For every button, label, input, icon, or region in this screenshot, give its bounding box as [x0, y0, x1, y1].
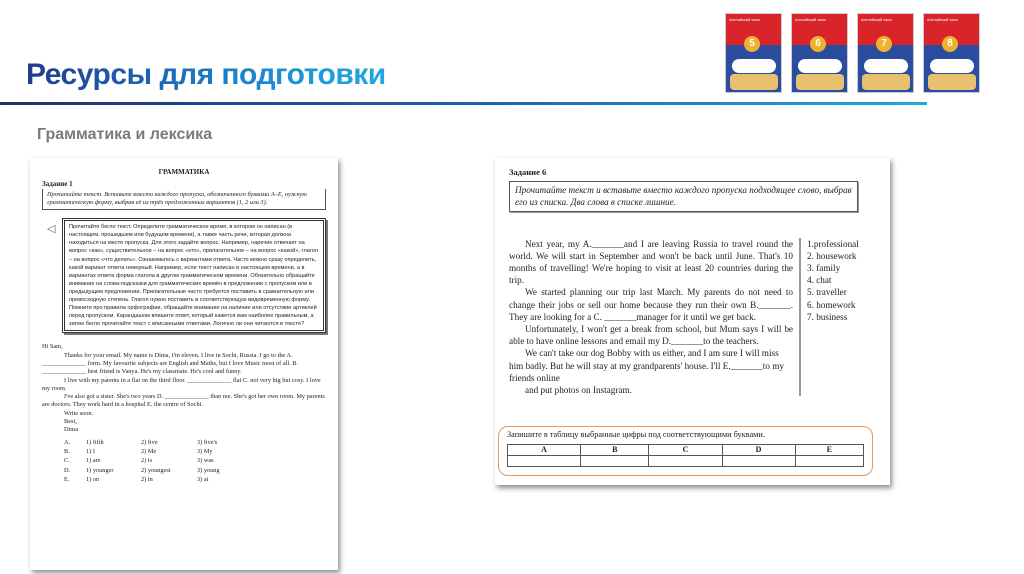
option-item: 3) young	[197, 466, 220, 474]
option-item: 3) five's	[197, 438, 218, 446]
option-item: 1) fifth	[86, 438, 104, 446]
option-letter: E.	[64, 475, 70, 483]
grammar-worksheet	[30, 158, 338, 570]
answer-header: B	[581, 445, 649, 456]
answer-table	[507, 444, 864, 467]
cloud-image	[798, 59, 842, 73]
book-cover	[725, 13, 782, 93]
word-list-item: 2. housework	[807, 250, 857, 261]
book-title: Английский язык	[861, 17, 893, 22]
cloud-image	[732, 59, 776, 73]
task-instruction: Прочитайте текст и вставьте вместо каждого пропуска подходящее слово, выбрав его из списка. Два слова в списке лишние.	[509, 181, 858, 211]
letter-paragraph: Thanks for your email. My name is Dima, I'm eleven. I live in Sochi, Russia. I go to the A. ______________ form. My favourite subjects are English and Maths, but I love Music most of all. B. ______________ best friend is Vanya. He's my classmate. He's cool and funny.	[42, 351, 299, 376]
task-text	[509, 238, 801, 397]
letter-closing: Best,	[64, 418, 77, 426]
option-item: 1) I	[86, 447, 95, 455]
option-letter: C.	[64, 457, 70, 465]
letter-paragraph: I've also got a sister. She's two years D. ______________ than me. She's got her own room. My parents are doctors. They work hard in a hospital E. the centre of Sochi.	[42, 393, 325, 409]
word-list-item: 5. traveller	[807, 287, 847, 298]
vocabulary-worksheet	[495, 158, 890, 485]
answer-header: A	[508, 445, 581, 456]
book-cover	[923, 13, 980, 93]
letter-greeting: Hi Sam,	[42, 343, 63, 351]
answer-options	[42, 439, 326, 484]
grade-badge: 6	[810, 36, 826, 52]
option-item: 2) five	[141, 438, 158, 446]
option-item: 2) in	[141, 475, 153, 483]
word-list-item: 3. family	[807, 263, 841, 274]
grade-badge: 5	[744, 36, 760, 52]
grade-badge: 7	[876, 36, 892, 52]
cloud-image	[930, 59, 974, 73]
word-list-item: 1.professional	[807, 238, 859, 249]
tip-text: Прочитайте бегло текст. Определите грамматическое время, в котором он написан (в настоящем, прошедшем или будущем времени), а также часть речи, которая должна находиться на месте пропуска. Для этого задайте вопрос. Например, наречие отвечает на вопрос «как», существительное – на вопрос «кто», прилагательное – на вопрос «какой», глагол – на вопрос «что делать». Ознакомьтесь с вариантами ответа. Часто можно сразу определить, какой вариант ответа неверный. Например, если текст написан в настоящем времени, а в вариантах ответа форма глагола в другом грамматическом времени. Обязательно обращайте внимание на слова-подсказки для грамматических времён в предложении с пропуском или в предыдущем предложении. Прилагательные часто требуется поставить в сравнительную или превосходную степень. Глагол нужно поставить в соответствующую видовременную форму. Помните про правила орфографии, обращайте внимание на наличие или отсутствие артиклей перед пропуском. Карандашом впишите ответ, который кажется вам наиболее правильным, а затем бегло прочитайте текст с вписанными ответами. Логично ли они читаются в тексте?	[69, 224, 319, 328]
slide-title: Ресурсы для подготовки	[26, 58, 386, 91]
answer-cell[interactable]	[795, 456, 863, 467]
word-list-item: 7. business	[807, 311, 848, 322]
word-list	[801, 238, 859, 397]
answer-cell[interactable]	[722, 456, 795, 467]
worksheet-heading: ГРАММАТИКА	[158, 168, 210, 176]
option-letter: B.	[64, 447, 70, 455]
word-list-item: 6. homework	[807, 299, 856, 310]
option-item: 2) youngest	[141, 466, 171, 474]
text-paragraph: Unfortunately, I won't get a break from school, but Mum says I will be able to have online lessons and email my D._______to the teachers.	[509, 324, 793, 347]
answer-cell[interactable]	[508, 456, 581, 467]
answer-cell[interactable]	[581, 456, 649, 467]
task-instruction: Прочитайте текст. Вставьте вместо каждого пропуска, обозначенного буквами A–E, нужную грамматическую форму, выбрав её из трёх предложенных вариантов (1, 2 или 3).	[42, 189, 326, 211]
text-paragraph: Next year, my A._______and I are leaving Russia to travel round the world. We will start in September and won't be back until June. That's 10 months of travelling! We're hoping to visit at least 20 countries during the trip.	[509, 238, 793, 286]
cloud-image	[864, 59, 908, 73]
answer-header: C	[649, 445, 722, 456]
answer-header: D	[722, 445, 795, 456]
bell-icon: ◁	[47, 223, 56, 236]
letter-signature: Dima	[64, 426, 78, 434]
word-list-item: 4. chat	[807, 275, 832, 286]
letter-closing: Write soon.	[64, 409, 94, 417]
answer-cell[interactable]	[649, 456, 722, 467]
option-item: 2) Me	[141, 447, 157, 455]
grade-badge: 8	[942, 36, 958, 52]
book-title: Английский язык	[927, 17, 959, 22]
letter	[42, 343, 326, 434]
kids-image	[862, 74, 910, 90]
text-paragraph: We can't take our dog Bobby with us either, and I am sure I will miss him badly. But he will stay at my grandparents' house. I'll E._______to my friends online	[509, 348, 784, 383]
option-item: 2) is	[141, 457, 153, 465]
option-letter: A.	[64, 438, 71, 446]
option-item: 3) My	[197, 447, 213, 455]
option-item: 3) at	[197, 475, 209, 483]
letter-paragraph: I live with my parents in a flat on the third floor. ______________ flat C. not very big but cosy. I love my room.	[42, 376, 321, 392]
answer-section	[498, 426, 873, 476]
book-title: Английский язык	[729, 17, 761, 22]
text-paragraph: We started planning our trip last March. My parents do not need to change their jobs or sell our home because they run their own B._______. They are looking for a C. _______manager for it until we get back.	[509, 287, 793, 322]
option-item: 1) younger	[86, 466, 114, 474]
text-paragraph: and put photos on Instagram.	[525, 385, 632, 396]
slide-subtitle: Грамматика и лексика	[37, 126, 213, 143]
book-title: Английский язык	[795, 17, 827, 22]
task-label: Задание 6	[509, 167, 547, 177]
option-letter: D.	[64, 466, 71, 474]
option-item: 3) was	[197, 457, 214, 465]
title-divider	[0, 102, 927, 105]
option-item: 1) are	[86, 457, 101, 465]
book-covers	[725, 13, 980, 93]
answer-prompt: Запишите в таблицу выбранные цифры под соответствующими буквами.	[507, 430, 765, 439]
answer-header: E	[795, 445, 863, 456]
book-cover	[857, 13, 914, 93]
task-label: Задание 1	[42, 180, 73, 189]
kids-image	[928, 74, 976, 90]
tip-box	[47, 218, 326, 333]
kids-image	[796, 74, 844, 90]
kids-image	[730, 74, 778, 90]
option-item: 1) on	[86, 475, 100, 483]
book-cover	[791, 13, 848, 93]
